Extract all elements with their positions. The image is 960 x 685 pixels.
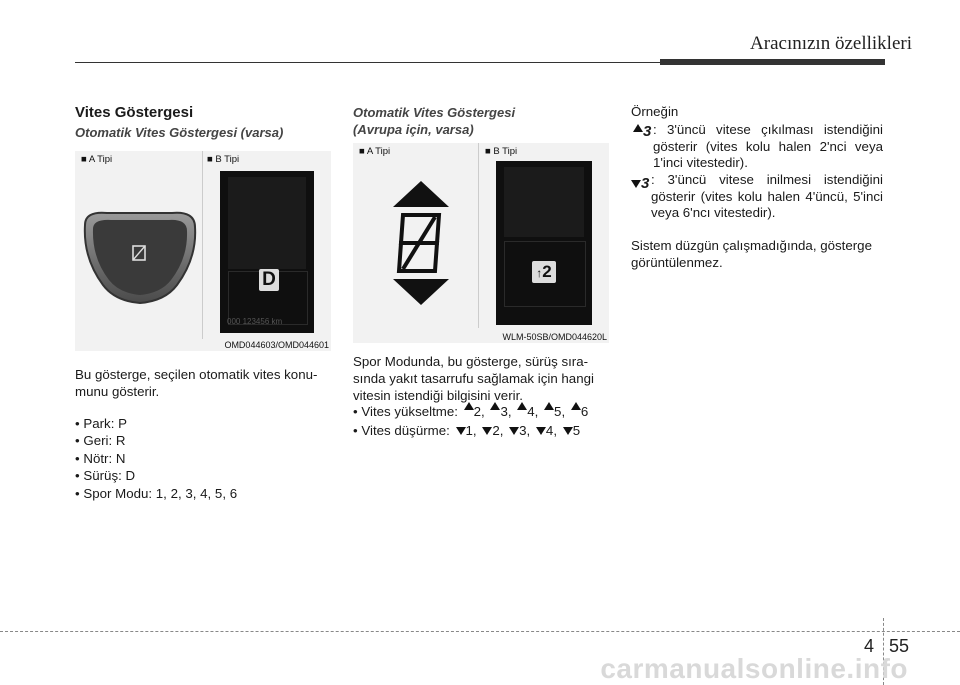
example-title: Örneğin	[631, 104, 679, 119]
downshift-list: • Vites düşürme: 1, 2, 3, 4, 5	[353, 423, 581, 438]
figure-label-type-a: ■ A Tipi	[359, 146, 391, 157]
downshift-3-icon: 3	[631, 176, 649, 193]
gear-display: ↑2	[532, 261, 556, 283]
gear-position-list	[75, 415, 237, 502]
arrow-down-icon	[536, 427, 546, 435]
arrow-up-icon	[490, 402, 500, 410]
figure-divider	[202, 151, 203, 339]
figure-caption: OMD044603/OMD044601	[224, 340, 329, 350]
list-item: • Sürüş: D	[75, 467, 237, 484]
upshift-list: • Vites yükseltme: 2, 3, 4, 5, 6	[353, 404, 589, 419]
arrow-up-icon	[393, 181, 449, 207]
cluster-display-type-b	[496, 161, 592, 325]
upshift-3-icon: 3	[633, 124, 651, 141]
chapter-title: Aracınızın özellikleri	[750, 33, 912, 54]
arrow-up-icon	[517, 402, 527, 410]
figure-label-type-b: ■ B Tipi	[485, 146, 518, 157]
arrow-up-icon	[544, 402, 554, 410]
header-bar	[660, 59, 885, 65]
shift-indicator-type-a	[77, 203, 201, 307]
arrow-down-icon	[393, 279, 449, 305]
arrow-up-icon	[571, 402, 581, 410]
shift-indicator-type-a	[381, 179, 461, 307]
figure-label-type-a: ■ A Tipi	[81, 154, 113, 165]
arrow-up-icon	[464, 402, 474, 410]
arrow-down-icon	[456, 427, 466, 435]
watermark: carmanualsonline.info	[600, 653, 908, 684]
odometer-readout: 000 123456 km	[227, 317, 283, 326]
example-downshift: 3 : 3'üncü vitese inilmesi istendiğini gösterir (vites kolu halen 4'üncü, 5'inci veya 6'ncı vitestedir).	[631, 172, 883, 222]
example-upshift: 3 : 3'üncü vitese çıkılması istendiğini gösterir (vites kolu halen 2'nci veya 1'inci vitestedir).	[631, 122, 883, 172]
figure-caption: WLM-50SB/OMD044620L	[502, 332, 607, 342]
arrow-down-icon	[563, 427, 573, 435]
subtitle-automatic-gear-indicator: Otomatik Vites Göstergesi (varsa)	[75, 125, 284, 140]
arrow-down-icon	[509, 427, 519, 435]
chapter-number: 4	[864, 636, 875, 656]
section-title: Vites Göstergesi	[75, 104, 194, 121]
subtitle-europe-gear-indicator: Otomatik Vites Göstergesi (Avrupa için, varsa)	[353, 105, 516, 137]
figure-gear-indicator	[75, 151, 331, 351]
col2-intro: Spor Modunda, bu gösterge, sürüş sıra-sında yakıt tasarrufu sağlamak için hangi vitesin istendiği bilgisini verir.	[353, 354, 594, 403]
list-item: • Spor Modu: 1, 2, 3, 4, 5, 6	[75, 485, 237, 502]
page-number: 55	[889, 636, 910, 656]
gear-display: D	[259, 269, 279, 291]
col1-intro: Bu gösterge, seçilen otomatik vites konu-munu gösterir.	[75, 367, 318, 399]
cluster-display-type-b	[220, 171, 314, 333]
col3-note: Sistem düzgün çalışmadığında, gösterge görüntülenmez.	[631, 238, 872, 270]
arrow-down-icon	[482, 427, 492, 435]
list-item: • Park: P	[75, 415, 237, 432]
figure-shift-indicator-europe	[353, 143, 609, 343]
figure-label-type-b: ■ B Tipi	[207, 154, 240, 165]
list-item: • Geri: R	[75, 432, 237, 449]
figure-divider	[478, 143, 479, 328]
list-item: • Nötr: N	[75, 450, 237, 467]
footer-rule	[0, 631, 960, 632]
